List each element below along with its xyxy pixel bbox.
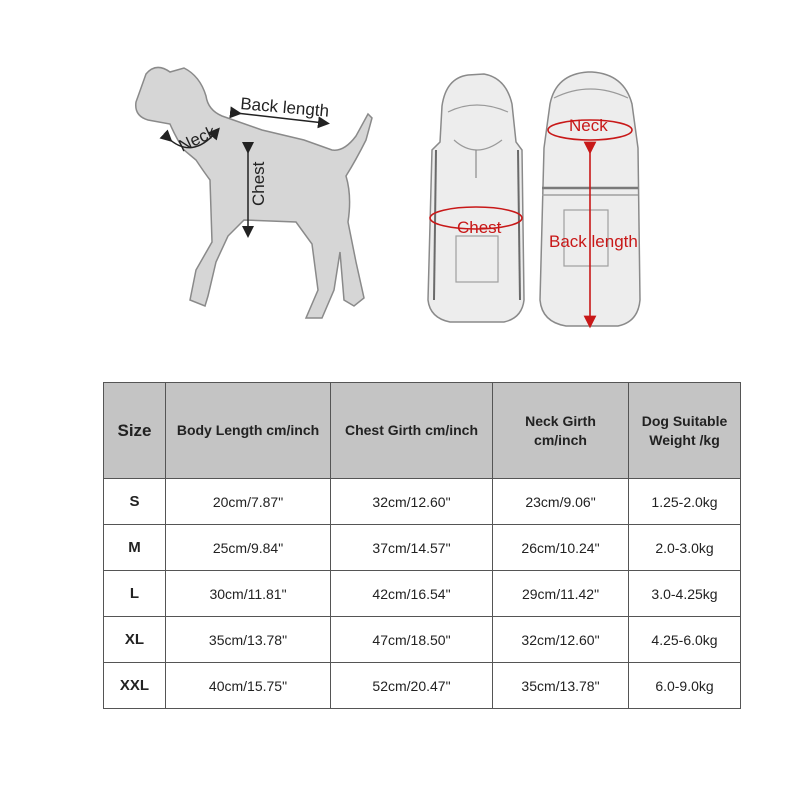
body-length-cell: 20cm/7.87" bbox=[166, 479, 331, 525]
header-body-length: Body Length cm/inch bbox=[166, 383, 331, 479]
header-chest-girth: Chest Girth cm/inch bbox=[331, 383, 493, 479]
weight-cell: 2.0-3.0kg bbox=[629, 525, 741, 571]
header-size: Size bbox=[104, 383, 166, 479]
table-row bbox=[104, 617, 741, 663]
neck-girth-cell: 23cm/9.06" bbox=[493, 479, 629, 525]
raincoat-front-view bbox=[428, 74, 524, 322]
weight-cell: 6.0-9.0kg bbox=[629, 663, 741, 709]
table-row bbox=[104, 479, 741, 525]
header-neck-girth: Neck Girth cm/inch bbox=[493, 383, 629, 479]
chest-girth-cell: 37cm/14.57" bbox=[331, 525, 493, 571]
size-chart-table bbox=[103, 382, 741, 709]
coat-neck-label: Neck bbox=[569, 116, 608, 135]
size-cell: S bbox=[104, 479, 166, 525]
table-row bbox=[104, 663, 741, 709]
neck-girth-cell: 26cm/10.24" bbox=[493, 525, 629, 571]
body-length-cell: 35cm/13.78" bbox=[166, 617, 331, 663]
chest-girth-cell: 42cm/16.54" bbox=[331, 571, 493, 617]
neck-girth-cell: 32cm/12.60" bbox=[493, 617, 629, 663]
neck-girth-cell: 35cm/13.78" bbox=[493, 663, 629, 709]
dog-chest-label: Chest bbox=[249, 161, 268, 206]
header-weight: Dog Suitable Weight /kg bbox=[629, 383, 741, 479]
dog-neck-label: Neck bbox=[175, 122, 219, 156]
chest-girth-cell: 52cm/20.47" bbox=[331, 663, 493, 709]
measurement-illustration bbox=[0, 0, 800, 370]
size-cell: XL bbox=[104, 617, 166, 663]
size-cell: L bbox=[104, 571, 166, 617]
neck-girth-cell: 29cm/11.42" bbox=[493, 571, 629, 617]
weight-cell: 4.25-6.0kg bbox=[629, 617, 741, 663]
body-length-cell: 40cm/15.75" bbox=[166, 663, 331, 709]
table-header-row bbox=[104, 383, 741, 479]
size-cell: XXL bbox=[104, 663, 166, 709]
table-row bbox=[104, 525, 741, 571]
body-length-cell: 30cm/11.81" bbox=[166, 571, 331, 617]
weight-cell: 3.0-4.25kg bbox=[629, 571, 741, 617]
coat-back-length-label: Back length bbox=[549, 232, 638, 251]
coat-chest-label: Chest bbox=[457, 218, 502, 237]
chest-girth-cell: 32cm/12.60" bbox=[331, 479, 493, 525]
chest-girth-cell: 47cm/18.50" bbox=[331, 617, 493, 663]
table-row bbox=[104, 571, 741, 617]
weight-cell: 1.25-2.0kg bbox=[629, 479, 741, 525]
size-cell: M bbox=[104, 525, 166, 571]
body-length-cell: 25cm/9.84" bbox=[166, 525, 331, 571]
dog-back-length-label: Back length bbox=[239, 94, 330, 121]
